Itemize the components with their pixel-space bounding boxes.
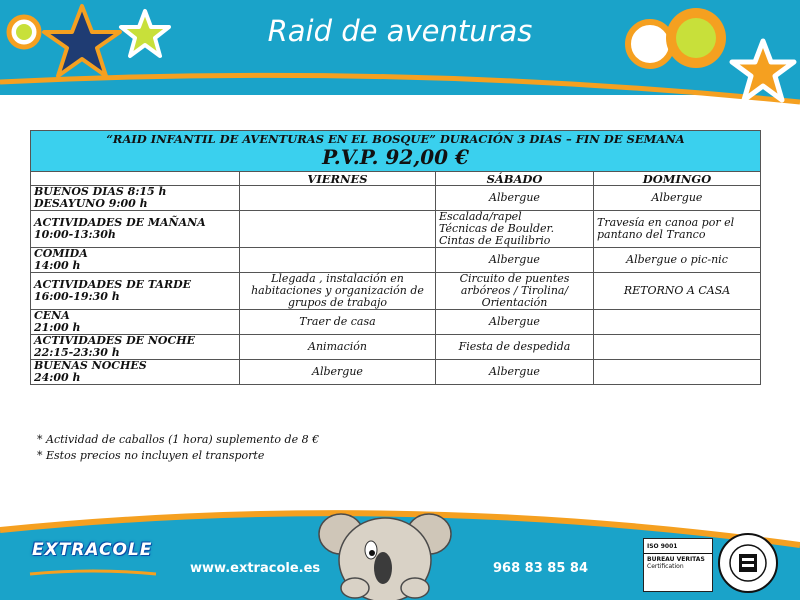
koala-mascot-icon: [315, 508, 455, 600]
cell-domingo: [594, 186, 761, 211]
cell-line: Circuito de puentes: [459, 272, 570, 285]
row-label-line: ACTIVIDADES DE MAÑANA: [34, 216, 206, 229]
row-label-line: ACTIVIDADES DE NOCHE: [34, 334, 195, 347]
cell-line: Albergue: [489, 365, 540, 378]
note: * Actividad de caballos (1 hora) suplemento de 8 €: [37, 433, 320, 446]
cell-line: Albergue: [489, 191, 540, 204]
cell-viernes: [240, 186, 436, 211]
schedule-table-wrapper: [30, 130, 760, 385]
cell-line: RETORNO A CASA: [623, 284, 731, 297]
rings-icon: [620, 2, 730, 82]
cell-line: Traer de casa: [299, 315, 376, 328]
schedule-table: [30, 130, 761, 385]
row-label-line: ACTIVIDADES DE TARDE: [34, 278, 192, 291]
header-row: [31, 172, 761, 186]
page-title: Raid de aventuras: [267, 14, 533, 48]
cell-sabado: [436, 273, 594, 310]
row-label-line: COMIDA: [34, 247, 88, 260]
row-label-line: 22:15-23:30 h: [34, 346, 120, 359]
note: * Estos precios no incluyen el transporte: [37, 449, 265, 462]
cell-line: Animación: [308, 340, 367, 353]
cell-viernes: [240, 273, 436, 310]
cell-line: habitaciones y organización de: [251, 284, 424, 297]
table-row: [31, 211, 761, 248]
star-lime-icon: [118, 8, 173, 63]
banner-price: P.V.P. 92,00 €: [322, 145, 469, 169]
cell-line: Travesía en canoa por el: [597, 216, 735, 229]
cell-line: Albergue: [489, 315, 540, 328]
extracole-logo: EXTRACOLE: [32, 540, 153, 560]
cell-sabado: [436, 360, 594, 385]
cell-line: Albergue: [489, 253, 540, 266]
cell-line: Albergue: [312, 365, 363, 378]
table-row: [31, 248, 761, 273]
iso-line: Certification: [647, 563, 684, 570]
banner-title: “RAID INFANTIL DE AVENTURAS EN EL BOSQUE” DURACIÓN 3 DIAS – FIN DE SEMANA: [106, 132, 685, 146]
row-label-line: 16:00-19:30 h: [34, 290, 120, 303]
table-row: [31, 273, 761, 310]
row-label: [31, 335, 240, 360]
notes: [37, 432, 319, 464]
cell-viernes: [240, 248, 436, 273]
footer: [0, 500, 800, 600]
row-label-line: 14:00 h: [34, 259, 81, 272]
column-header-viernes: VIERNES: [240, 172, 436, 186]
row-label: [31, 248, 240, 273]
table-banner: [31, 131, 761, 172]
star-navy-icon: [40, 2, 125, 82]
cell-sabado: [436, 248, 594, 273]
ring-icon: [4, 12, 44, 52]
row-label: [31, 360, 240, 385]
row-label-line: DESAYUNO 9:00 h: [34, 197, 148, 210]
cell-line: grupos de trabajo: [287, 296, 388, 309]
table-row: [31, 310, 761, 335]
cell-line: Orientación: [481, 296, 548, 309]
column-header-domingo: DOMINGO: [594, 172, 761, 186]
banner-row: [31, 131, 761, 172]
row-label-line: CENA: [34, 309, 70, 322]
cell-viernes: [240, 310, 436, 335]
cell-line: Cintas de Equilibrio: [439, 234, 551, 247]
cell-line: Fiesta de despedida: [458, 340, 571, 353]
table-row: [31, 360, 761, 385]
row-label: [31, 273, 240, 310]
cell-domingo: [594, 360, 761, 385]
cell-domingo: [594, 310, 761, 335]
column-header: [31, 172, 240, 186]
cell-line: Llegada , instalación en: [271, 272, 404, 285]
table-row: [31, 186, 761, 211]
cell-domingo: [594, 335, 761, 360]
star-orange-icon: [728, 38, 798, 106]
cell-sabado: [436, 335, 594, 360]
cell-sabado: [436, 310, 594, 335]
cell-domingo: [594, 273, 761, 310]
cell-viernes: [240, 360, 436, 385]
phone-number: 968 83 85 84: [493, 561, 588, 576]
cell-sabado: [436, 186, 594, 211]
cell-viernes: [240, 335, 436, 360]
row-label-line: 24:00 h: [34, 371, 81, 384]
table-row: [31, 335, 761, 360]
row-label-line: BUENAS NOCHES: [34, 359, 147, 372]
website-link[interactable]: www.extracole.es: [190, 561, 321, 576]
logo-underline: [28, 568, 158, 580]
iso-line: BUREAU VERITAS: [644, 553, 712, 563]
row-label-line: 10:00-13:30h: [34, 228, 116, 241]
cell-line: Técnicas de Boulder.: [439, 222, 555, 235]
cell-viernes: [240, 211, 436, 248]
bureau-veritas-seal-icon: [717, 532, 779, 594]
cell-line: arbóreos / Tirolina/: [460, 284, 569, 297]
row-label: [31, 186, 240, 211]
row-label-line: BUENOS DIAS 8:15 h: [34, 185, 167, 198]
row-label: [31, 211, 240, 248]
cell-sabado: [436, 211, 594, 248]
iso-certification-badge: [643, 538, 713, 592]
cell-domingo: [594, 211, 761, 248]
cell-line: Escalada/rapel: [439, 210, 522, 223]
cell-line: pantano del Tranco: [597, 228, 706, 241]
column-header-sabado: SÁBADO: [436, 172, 594, 186]
cell-line: Albergue: [651, 191, 703, 204]
cell-domingo: [594, 248, 761, 273]
iso-line: ISO 9001: [647, 543, 678, 550]
row-label: [31, 310, 240, 335]
row-label-line: 21:00 h: [34, 321, 81, 334]
cell-line: Albergue o pic-nic: [626, 253, 728, 266]
